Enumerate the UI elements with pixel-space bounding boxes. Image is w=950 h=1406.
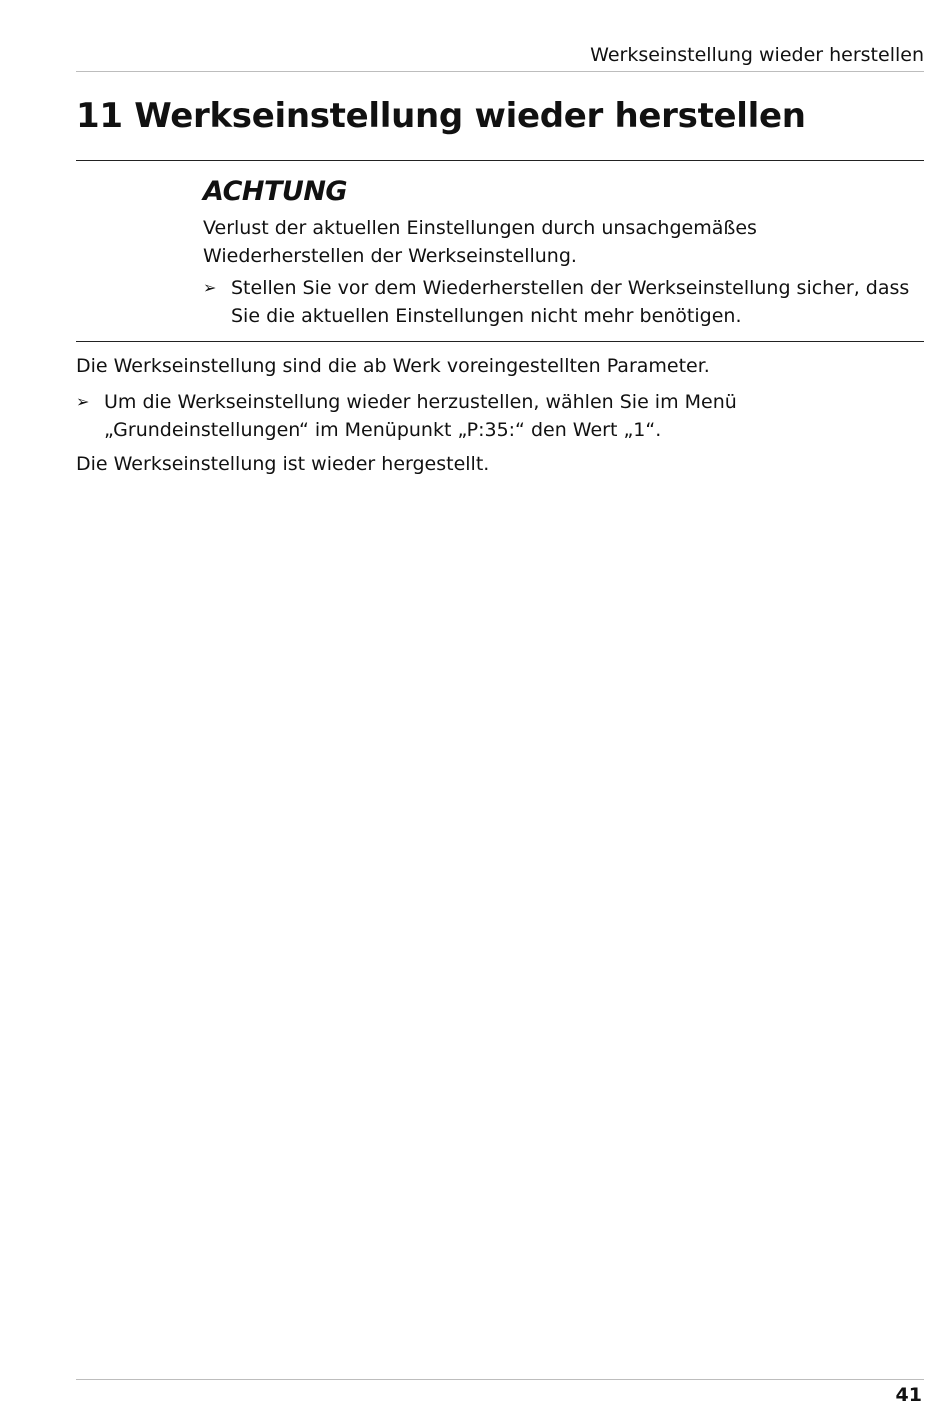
chapter-title: 11 Werkseinstellung wieder herstellen — [76, 96, 806, 136]
warning-heading: ACHTUNG — [203, 176, 348, 207]
warning-step-line-2: Sie die aktuellen Einstellungen nicht mehr benötigen. — [231, 305, 742, 327]
instruction-step-line-2: „Grundeinstellungen“ im Menüpunkt „P:35:“ den Wert „1“. — [104, 419, 662, 441]
arrow-right-icon: ➢ — [203, 278, 217, 297]
page-number: 41 — [895, 1384, 922, 1406]
footer-divider — [76, 1379, 924, 1380]
header-divider — [76, 71, 924, 72]
instruction-step — [76, 388, 920, 444]
running-header: Werkseinstellung wieder herstellen — [590, 44, 924, 66]
warning-text-line-1: Verlust der aktuellen Einstellungen durch unsachgemäßes — [203, 217, 757, 239]
result-paragraph: Die Werkseinstellung ist wieder hergestellt. — [76, 453, 490, 475]
intro-paragraph: Die Werkseinstellung sind die ab Werk voreingestellten Parameter. — [76, 355, 710, 377]
warning-bottom-divider — [76, 341, 924, 342]
warning-text-line-2: Wiederherstellen der Werkseinstellung. — [203, 245, 577, 267]
warning-step — [203, 274, 920, 330]
arrow-right-icon: ➢ — [76, 392, 90, 411]
warning-step-line-1: Stellen Sie vor dem Wiederherstellen der Werkseinstellung sicher, dass — [231, 277, 910, 299]
warning-top-divider — [76, 160, 924, 161]
instruction-step-line-1: Um die Werkseinstellung wieder herzustellen, wählen Sie im Menü — [104, 391, 737, 413]
warning-block — [203, 172, 920, 330]
